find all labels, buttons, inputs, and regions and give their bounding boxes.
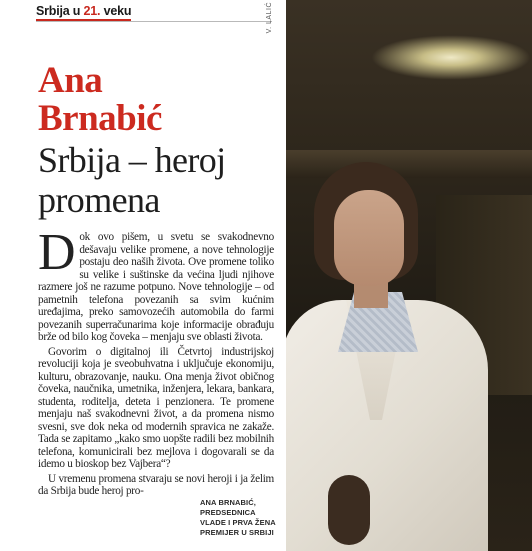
drop-cap: D — [38, 224, 76, 281]
background-beam — [286, 150, 532, 178]
paragraph-1-text: ok ovo pišem, u svetu se svakodnevno dešavaju velike promene, a nove tehnologije postaju deo naših života. Ove promene toliko su velike i suštinske da većina ljudi njihove razmere još ne razume potpuno. Nove tehnologije – od pametnih telefona povezanih sa svim kućnim uređajima, preko samovozećih automobila do farmi povezanih superračunarima koje informacije obrađuju brže od bilo kog čoveka – menjaju sve oblasti života. — [38, 231, 274, 343]
section-label — [36, 4, 131, 21]
title-line-2: promena — [38, 180, 160, 220]
portrait-photo — [286, 0, 532, 551]
section-number: 21. — [83, 4, 101, 18]
face — [334, 190, 404, 286]
elbow-patch — [328, 475, 370, 545]
section-suffix: veku — [100, 4, 132, 18]
photo-credit: V. LALIĆ — [266, 2, 273, 34]
author-last-name: Brnabić — [38, 98, 162, 139]
author-first-name: Ana — [38, 60, 103, 101]
paragraph-1 — [38, 224, 274, 344]
caption-line-3: VLADE I PRVA ŽENA — [200, 518, 276, 527]
paragraph-2: Govorim o digitalnoj ili Četvrtoj industrijskoj revoluciji koja je sveobuhvatna i uključuje ekonomiju, kulturu, obrazovanje, nauku. Ona menja život običnog čoveka, naučnika, umetnika, inženjera, lekara, bankara, studenta, roditelja, deteta i penzionera. Te promene menjaju naš svakodnevni život, a da promena nismo svesni, sve dok neka od modernih spravica ne zakaže. Tada se zapitamo „kako smo uopšte radili bez mobilnih telefona, komunicirali bez mejlova i dogovarali se da idemo u bioskop bez Vajbera“? — [38, 345, 274, 470]
title-line-1: Srbija – heroj — [38, 140, 226, 180]
caption-line-1: ANA BRNABIĆ, — [200, 498, 256, 507]
author-name — [38, 62, 278, 138]
header-rule — [36, 21, 272, 22]
ceiling-light — [371, 35, 531, 80]
section-prefix: Srbija u — [36, 4, 84, 18]
article-body — [38, 224, 274, 500]
paragraph-3: U vremenu promena stvaraju se novi heroji i ja želim da Srbija bude heroj pro- — [38, 472, 274, 497]
caption-line-2: PREDSEDNICA — [200, 508, 256, 517]
photo-caption — [200, 498, 310, 538]
article-title — [38, 140, 283, 220]
caption-line-4: PREMIJER U SRBIJI — [200, 528, 274, 537]
